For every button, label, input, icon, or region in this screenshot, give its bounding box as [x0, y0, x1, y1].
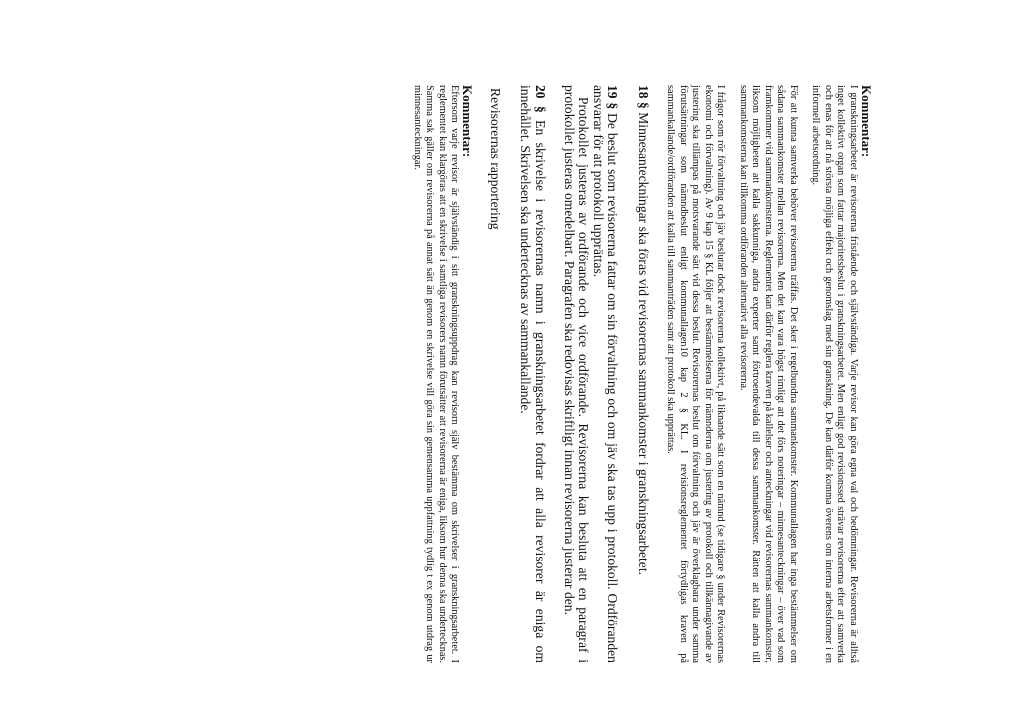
comment-paragraph: I granskningsarbetet är revisorerna fristående och självständiga. Varje revisor kan göra egna val och bedömningar. Revisorerna är alltså inget kollektivt organ som fattar majoritetsbeslut i granskningsarbetet. Men enligt god revisionssed strävar revisorerna efter att samverka och enas för att nå största möjliga effekt och genomslag med sin granskning. De kan därför komma överens om interna arbetsformer i en informell arbetsordning.: [810, 85, 859, 663]
comment-heading: Kommentar:: [460, 85, 476, 158]
section-number: 18 §: [636, 85, 651, 109]
section-19: [590, 85, 619, 663]
section-text: Minnesanteckningar ska föras vid revisorernas sammankomster i granskningsarbetet.: [636, 112, 651, 576]
section-19-paragraph-2: Protokollet justeras av ordförande och vice ordförande. Revisorerna kan besluta att en paragraf i protokollet justeras omedelbart. Paragrafen ska redovisas skriftligt innan revisorerna justerar den.: [561, 85, 592, 663]
comment-paragraph: För att kunna samverka behöver revisorerna träffas. Det sker i regelbundna sammankomster. Kommunallagen har inga bestämmelser om sådana sammankomster mellan revisorerna. Men det kan vara högst rimligt att det förs noteringar – minnesanteckningar – över vad som framkommer vid sammankomsterna. Reglementet kan därför reglera kraven på kallelser och anteckningar vid revisorernas sammankomster, liksom möjligheten att kalla sakkunniga, andra experter samt förtroendevalda till dessa sammankomster. Rätten att kalla andra till sammankomsterna kan tillkomma ordföranden alternativt alla revisorerna.: [738, 85, 799, 663]
section-text: De beslut som revisorerna fattar om sin förvaltning och om jäv ska tas upp i protokoll. Ordföranden ansvarar för att protokoll upprättas.: [590, 85, 621, 663]
section-number: 19 §: [605, 85, 621, 110]
comment-paragraph: I frågor som rör förvaltning och jäv beslutar dock revisorerna kollektivt, på liknande sätt som en nämnd (se tidigare § under Revisorernas ekonomi och förvaltning). Av 9 kap 15 § KL följer att bestämmelserna för nämnderna om justering av protokoll och tillkännagivande av justering ska tillämpas på motsvarande sätt vid dessa beslut. Revisorernas beslut om förvaltning och jäv är överklagbara under samma förutsättningar som nämndbeslut enligt kommunallagen10 kap 2 § KL. I revisionsreglementet förtydligas kraven på sammankallande/ordföranden att kalla till sammanträden samt att protokoll ska upprättas.: [665, 85, 727, 663]
section-18: [635, 85, 650, 663]
section-number: 20 §: [533, 85, 549, 113]
comment-heading: Kommentar:: [859, 85, 874, 158]
section-20: [518, 85, 547, 663]
section-subheading: Revisorernas rapportering: [487, 88, 503, 230]
section-text: En skrivelse i revisorernas namn i granskningsarbetet fordrar att alla revisorer är eniga om innehållet. Skrivelsen ska undertecknas av sammankallande.: [518, 85, 549, 663]
comment-paragraph: Eftersom varje revisor är självständig i sitt granskningsuppdrag kan revisorn själv bestämma om skrivelser i granskningsarbetet. I reglementet kan klargöras att en skrivelse i samtliga revisorers namn förutsätter att revisorerna är eniga, liksom hur denna ska undertecknas. Samma sak gäller om revisorerna på annat sätt än genom en skrivelse vill göra sin gemensamma uppfattning tydlig t ex genom utdrag ur minnesanteckningar.: [411, 85, 461, 663]
